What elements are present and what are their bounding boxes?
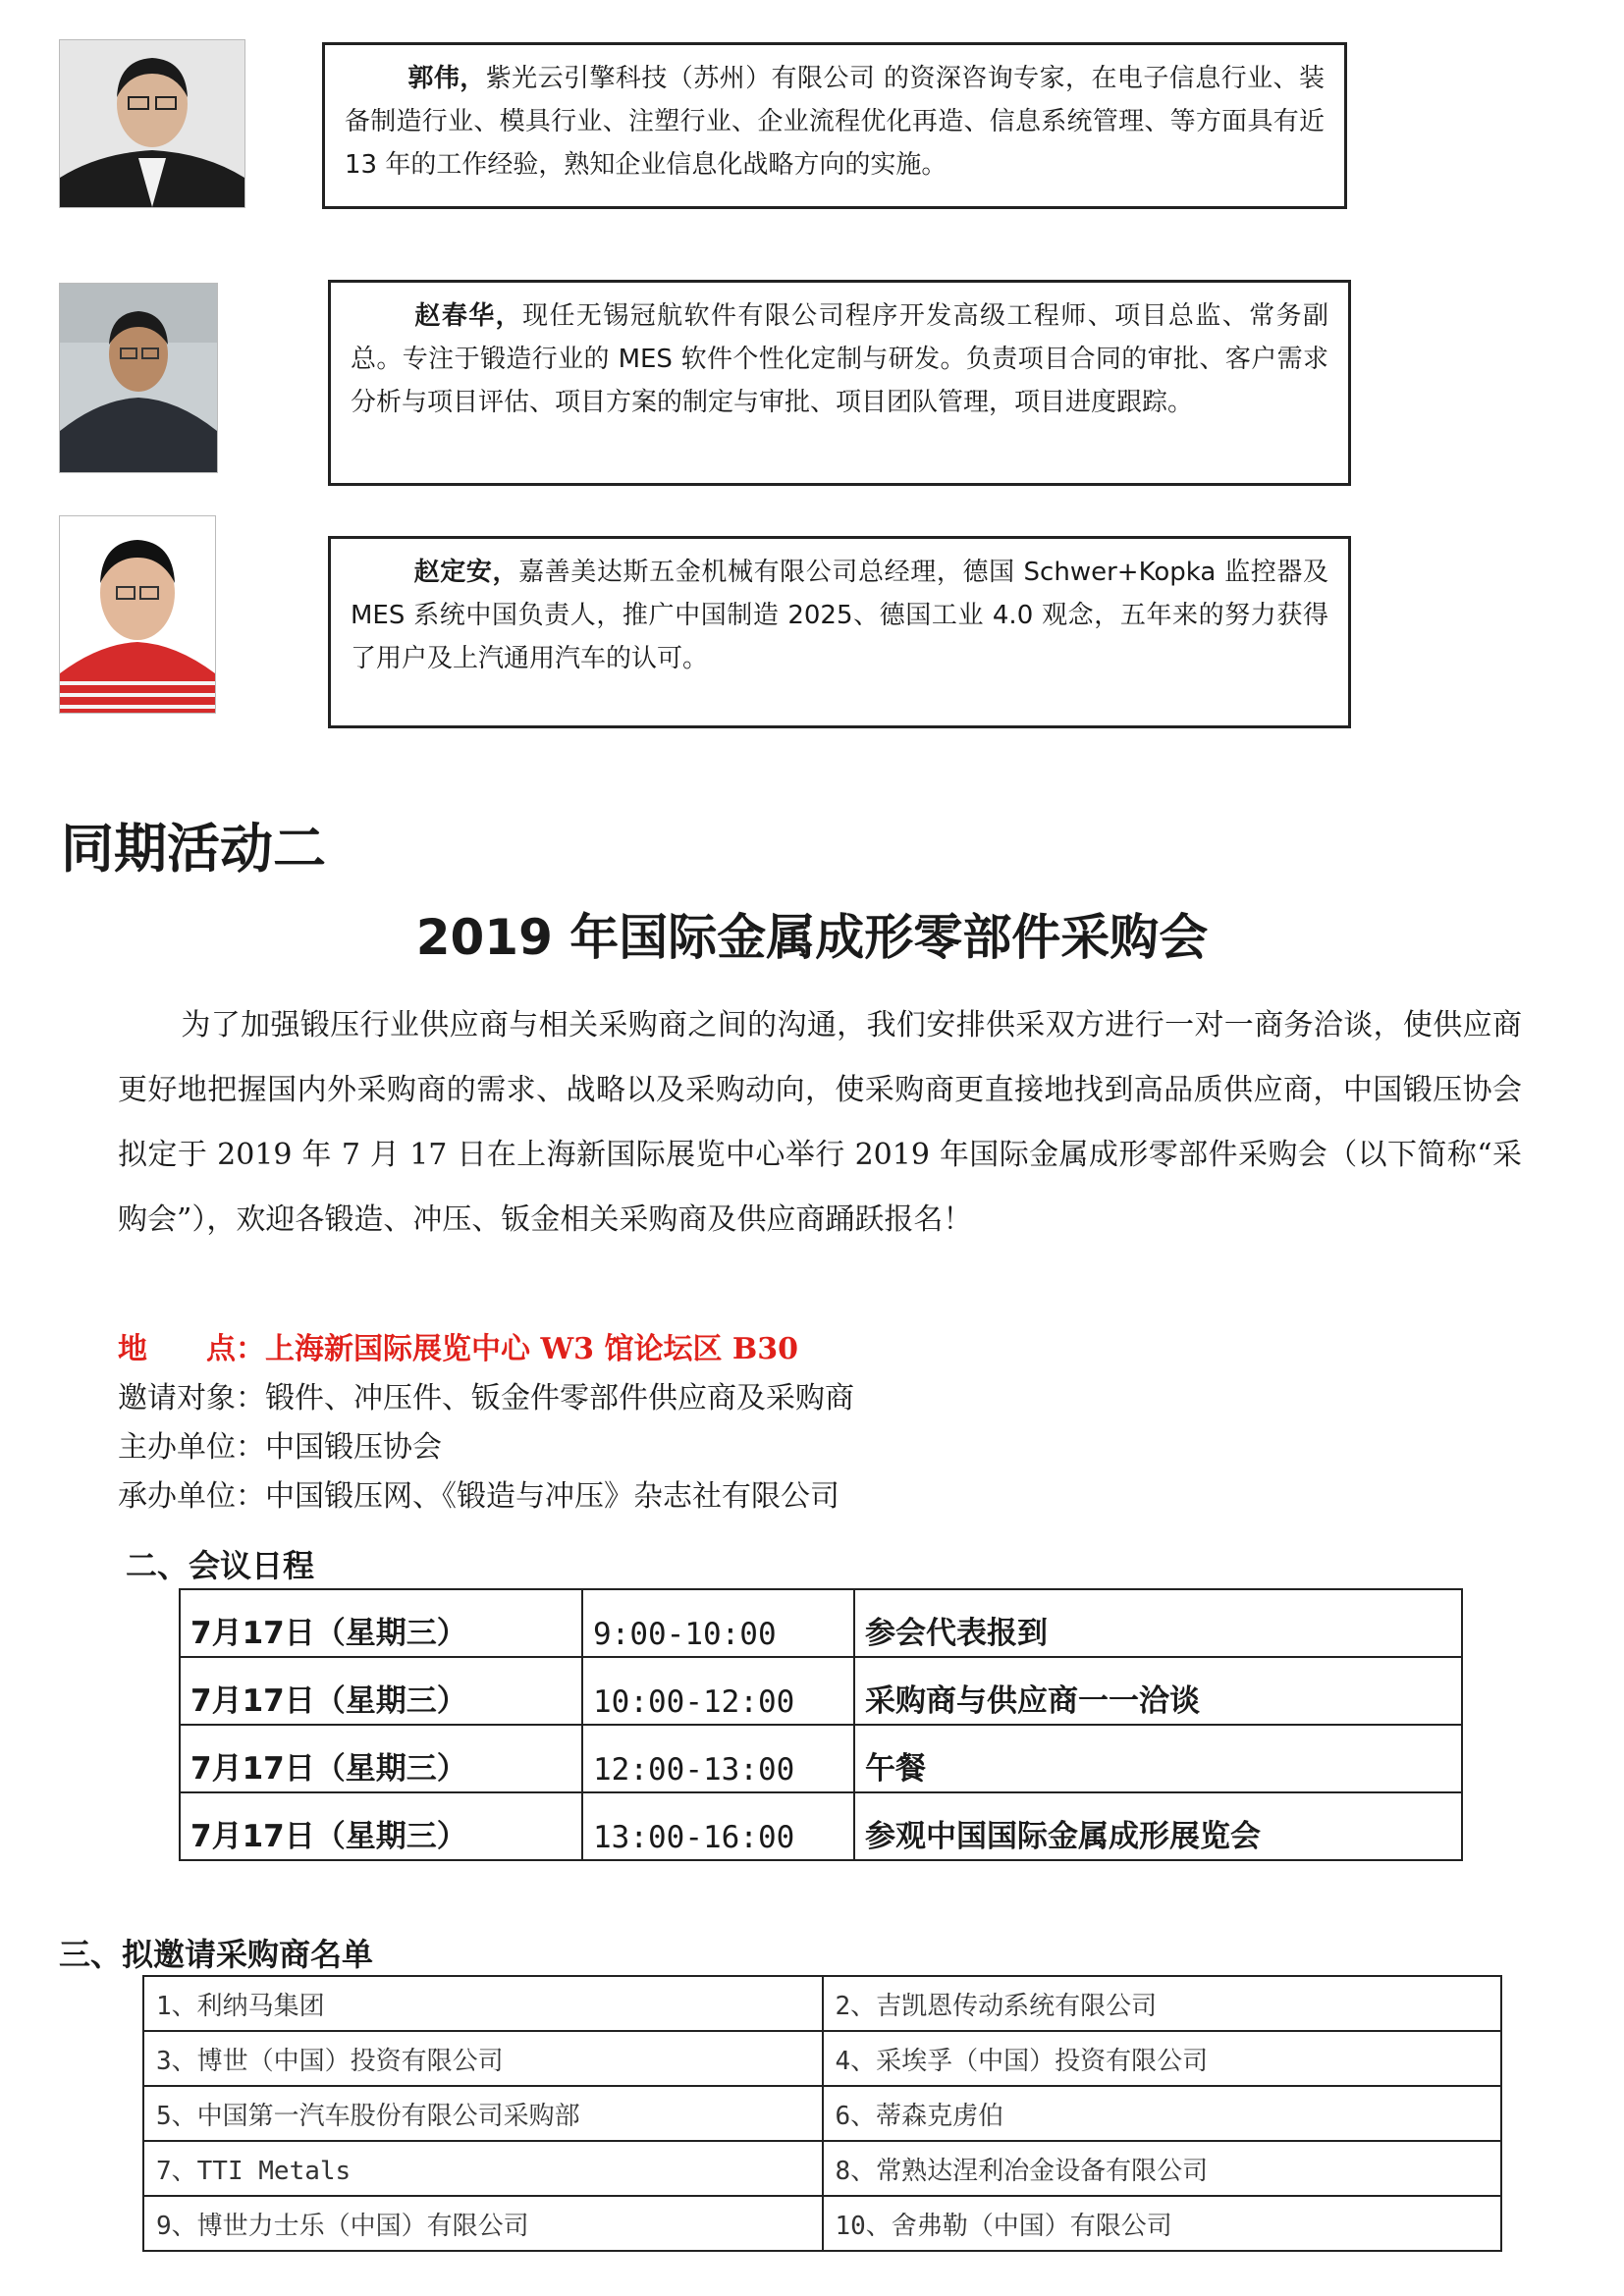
activity-intro bbox=[118, 993, 1522, 1253]
schedule-date: 7月17日（星期三） bbox=[180, 1725, 582, 1792]
table-row bbox=[143, 2086, 1501, 2141]
info-organizer: 主办单位：中国锻压协会 bbox=[118, 1430, 442, 1465]
speaker-name: 郭伟， bbox=[407, 64, 486, 93]
schedule-event: 参会代表报到 bbox=[854, 1589, 1462, 1657]
activity-title: 2019 年国际金属成形零部件采购会 bbox=[415, 909, 1209, 966]
buyer-cell: 10、舍弗勒（中国）有限公司 bbox=[823, 2196, 1502, 2251]
buyers-heading: 三、拟邀请采购商名单 bbox=[59, 1936, 374, 1973]
schedule-table bbox=[179, 1588, 1463, 1861]
schedule-event: 采购商与供应商一一洽谈 bbox=[854, 1657, 1462, 1725]
buyer-cell: 3、博世（中国）投资有限公司 bbox=[143, 2031, 823, 2086]
table-row bbox=[180, 1792, 1462, 1860]
schedule-time: 12:00-13:00 bbox=[582, 1725, 854, 1792]
speaker-photo-3 bbox=[59, 515, 216, 714]
buyers-table bbox=[142, 1975, 1502, 2252]
schedule-event: 午餐 bbox=[854, 1725, 1462, 1792]
info-undertaker: 承办单位：中国锻压网、《锻造与冲压》杂志社有限公司 bbox=[118, 1479, 839, 1514]
buyer-cell: 7、TTI Metals bbox=[143, 2141, 823, 2196]
speaker-name: 赵定安， bbox=[413, 558, 519, 587]
table-row bbox=[143, 1976, 1501, 2031]
buyer-cell: 6、蒂森克虏伯 bbox=[823, 2086, 1502, 2141]
speaker-bio: 嘉善美达斯五金机械有限公司总经理，德国 Schwer+Kopka 监控器及 MES 系统中国负责人，推广中国制造 2025、德国工业 4.0 观念，五年来的努力获得了用户及上汽通用汽车的认可。 bbox=[351, 558, 1328, 673]
schedule-date: 7月17日（星期三） bbox=[180, 1657, 582, 1725]
buyer-cell: 8、常熟达涅利冶金设备有限公司 bbox=[823, 2141, 1502, 2196]
buyer-cell: 1、利纳马集团 bbox=[143, 1976, 823, 2031]
buyer-cell: 2、吉凯恩传动系统有限公司 bbox=[823, 1976, 1502, 2031]
info-location: 地 点：上海新国际展览中心 W3 馆论坛区 B30 bbox=[118, 1332, 799, 1366]
buyer-cell: 5、中国第一汽车股份有限公司采购部 bbox=[143, 2086, 823, 2141]
schedule-date: 7月17日（星期三） bbox=[180, 1589, 582, 1657]
table-row bbox=[180, 1725, 1462, 1792]
intro-text: 为了加强锻压行业供应商与相关采购商之间的沟通，我们安排供采双方进行一对一商务洽谈，使供应商更好地把握国内外采购商的需求、战略以及采购动向，使采购商更直接地找到高品质供应商，中国锻压协会拟定于 2019 年 7 月 17 日在上海新国际展览中心举行 2019 年国际金属成形零部件采购会（以下简称“采购会”），欢迎各锻造、冲压、钣金相关采购商及供应商踊跃报名！ bbox=[118, 1008, 1522, 1237]
info-invitees: 邀请对象：锻件、冲压件、钣金件零部件供应商及采购商 bbox=[118, 1381, 854, 1415]
speaker-bio-box-2 bbox=[328, 280, 1351, 486]
table-row bbox=[143, 2031, 1501, 2086]
speaker-bio: 现任无锡冠航软件有限公司程序开发高级工程师、项目总监、常务副总。专注于锻造行业的 MES 软件个性化定制与研发。负责项目合同的审批、客户需求分析与项目评估、项目方案的制定与审批、项目团队管理，项目进度跟踪。 bbox=[351, 301, 1328, 417]
speaker-bio: 紫光云引擎科技（苏州）有限公司 的资深咨询专家，在电子信息行业、装备制造行业、模具行业、注塑行业、企业流程优化再造、信息系统管理、等方面具有近 13 年的工作经验，熟知企业信息化战略方向的实施。 bbox=[345, 64, 1325, 180]
buyer-cell: 9、博世力士乐（中国）有限公司 bbox=[143, 2196, 823, 2251]
schedule-heading: 二、会议日程 bbox=[126, 1547, 315, 1584]
speaker-bio-box-3 bbox=[328, 536, 1351, 728]
schedule-time: 9:00-10:00 bbox=[582, 1589, 854, 1657]
table-row bbox=[180, 1657, 1462, 1725]
schedule-time: 10:00-12:00 bbox=[582, 1657, 854, 1725]
table-row bbox=[143, 2196, 1501, 2251]
schedule-event: 参观中国国际金属成形展览会 bbox=[854, 1792, 1462, 1860]
activity-heading: 同期活动二 bbox=[61, 818, 326, 880]
speaker-bio-box-1 bbox=[322, 42, 1347, 209]
table-row bbox=[180, 1589, 1462, 1657]
schedule-date: 7月17日（星期三） bbox=[180, 1792, 582, 1860]
schedule-time: 13:00-16:00 bbox=[582, 1792, 854, 1860]
buyer-cell: 4、采埃孚（中国）投资有限公司 bbox=[823, 2031, 1502, 2086]
table-row bbox=[143, 2141, 1501, 2196]
speaker-name: 赵春华， bbox=[413, 301, 523, 331]
speaker-photo-1 bbox=[59, 39, 245, 208]
speaker-photo-2 bbox=[59, 283, 218, 473]
